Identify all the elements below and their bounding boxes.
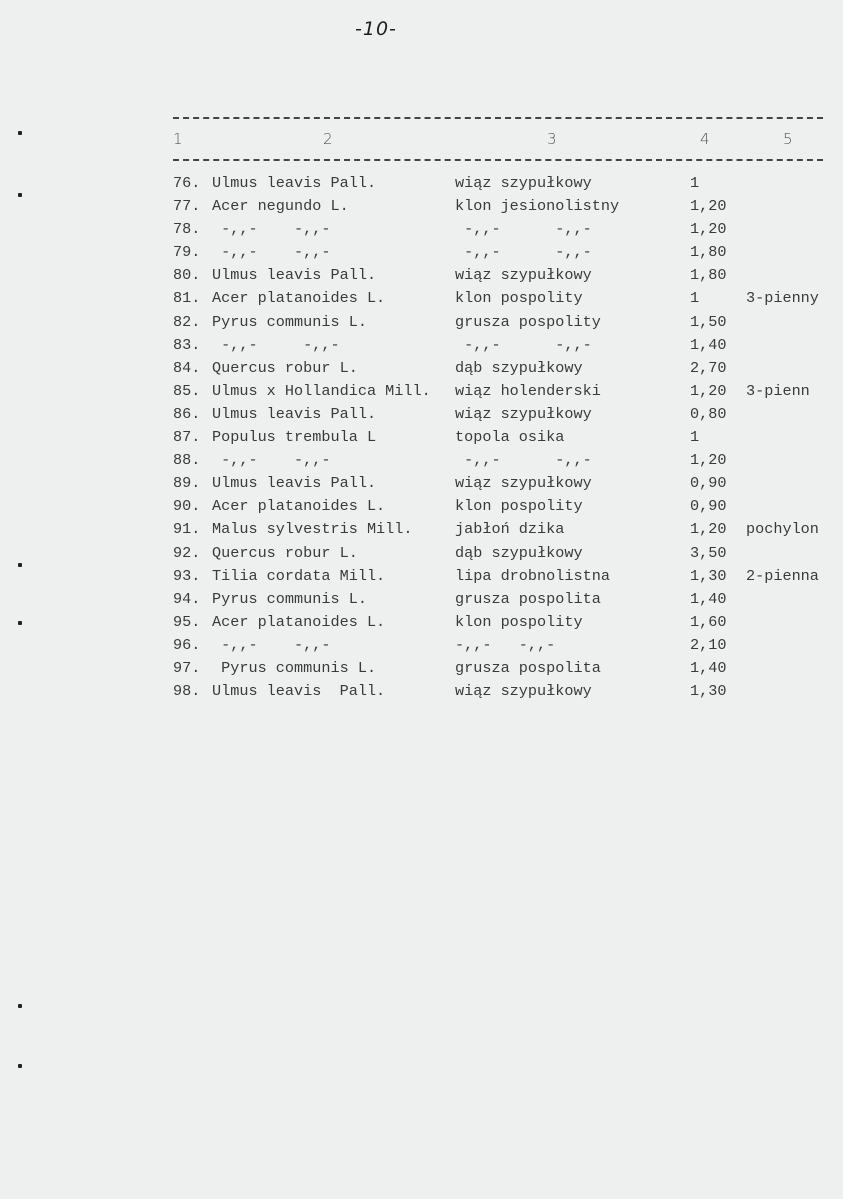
polish-name: wiąz szypułkowy (455, 174, 592, 192)
latin-name: Ulmus leavis Pall. (212, 404, 377, 423)
polish-name: lipa drobnolistna (455, 566, 610, 585)
table-row (0, 472, 843, 495)
polish-name: dąb szypułkowy (455, 543, 583, 562)
row-number: 83. (173, 335, 201, 354)
column-header-1: 1 (173, 130, 183, 148)
table-row (0, 241, 843, 264)
polish-name: -,,- -,,- (455, 220, 592, 239)
table-row (0, 195, 843, 218)
table-row (0, 565, 843, 588)
latin-name: -,,- -,,- (212, 220, 331, 239)
trunk-size: 0,90 (690, 474, 727, 493)
tree-inventory-table (0, 172, 843, 703)
table-row (0, 611, 843, 634)
trunk-size: 1,40 (690, 658, 727, 677)
table-row (0, 380, 843, 403)
table-header-row (0, 130, 843, 152)
trunk-size: 1,20 (690, 451, 727, 470)
polish-name: klon pospolity (455, 289, 583, 308)
polish-name: klon pospolity (455, 612, 583, 631)
table-row (0, 403, 843, 426)
row-number: 77. (173, 197, 201, 216)
latin-name: Ulmus leavis Pall. (212, 682, 386, 701)
polish-name: klon pospolity (455, 497, 583, 516)
polish-name: wiąz szypułkowy (455, 266, 592, 285)
row-note: pochylon (746, 520, 819, 539)
table-row (0, 218, 843, 241)
polish-name: -,,- -,,- (455, 335, 592, 354)
latin-name: Ulmus leavis Pall. (212, 266, 377, 285)
latin-name: Ulmus x Hollandica Mill. (212, 381, 431, 400)
row-note: 3-pienn (746, 381, 810, 400)
table-row (0, 680, 843, 703)
table-top-rule (173, 117, 823, 119)
latin-name: Acer negundo L. (212, 197, 349, 216)
polish-name: -,,- -,,- (455, 243, 592, 262)
row-number: 93. (173, 566, 201, 585)
row-number: 81. (173, 289, 201, 308)
trunk-size: 3,50 (690, 543, 727, 562)
trunk-size: 1,80 (690, 243, 727, 262)
row-note: 3-pienny (746, 289, 819, 308)
trunk-size: 1,60 (690, 612, 727, 631)
row-number: 78. (173, 220, 201, 239)
row-note: 2-pienna (746, 566, 819, 585)
polish-name: topola osika (455, 428, 565, 447)
row-number: 76. (173, 174, 201, 192)
trunk-size: 1 (690, 174, 700, 192)
trunk-size: 1,80 (690, 266, 727, 285)
polish-name: klon jesionolistny (455, 197, 620, 216)
latin-name: -,,- -,,- (212, 635, 331, 654)
trunk-size: 1,20 (690, 520, 727, 539)
polish-name: grusza pospolita (455, 658, 601, 677)
table-row (0, 357, 843, 380)
trunk-size: 1,20 (690, 381, 727, 400)
row-number: 90. (173, 497, 201, 516)
column-header-5: 5 (783, 130, 793, 148)
row-number: 97. (173, 658, 201, 677)
table-row (0, 264, 843, 287)
column-header-2: 2 (323, 130, 333, 148)
row-number: 80. (173, 266, 201, 285)
trunk-size: 0,90 (690, 497, 727, 516)
polish-name: wiąz szypułkowy (455, 404, 592, 423)
polish-name: dąb szypułkowy (455, 358, 583, 377)
trunk-size: 1,40 (690, 335, 727, 354)
column-header-3: 3 (547, 130, 557, 148)
row-number: 82. (173, 312, 201, 331)
trunk-size: 1,30 (690, 566, 727, 585)
table-row (0, 657, 843, 680)
table-row (0, 588, 843, 611)
punch-hole-mark (18, 1004, 22, 1008)
row-number: 88. (173, 451, 201, 470)
latin-name: Populus trembula L (212, 428, 377, 447)
latin-name: Tilia cordata Mill. (212, 566, 386, 585)
trunk-size: 1,40 (690, 589, 727, 608)
trunk-size: 1,30 (690, 682, 727, 701)
latin-name: Acer platanoides L. (212, 497, 386, 516)
polish-name: -,,- -,,- (455, 635, 556, 654)
row-number: 98. (173, 682, 201, 701)
table-row (0, 495, 843, 518)
latin-name: Pyrus communis L. (212, 658, 377, 677)
column-header-4: 4 (700, 130, 710, 148)
latin-name: Ulmus leavis Pall. (212, 474, 377, 493)
table-row (0, 449, 843, 472)
row-number: 94. (173, 589, 201, 608)
latin-name: -,,- -,,- (212, 335, 340, 354)
latin-name: Malus sylvestris Mill. (212, 520, 413, 539)
trunk-size: 1,20 (690, 197, 727, 216)
latin-name: Ulmus leavis Pall. (212, 174, 377, 192)
latin-name: -,,- -,,- (212, 243, 331, 262)
trunk-size: 0,80 (690, 404, 727, 423)
row-number: 91. (173, 520, 201, 539)
trunk-size: 1 (690, 289, 700, 308)
polish-name: -,,- -,,- (455, 451, 592, 470)
table-row (0, 172, 843, 195)
latin-name: Pyrus communis L. (212, 312, 367, 331)
row-number: 89. (173, 474, 201, 493)
polish-name: wiąz szypułkowy (455, 682, 592, 701)
row-number: 92. (173, 543, 201, 562)
table-row (0, 542, 843, 565)
trunk-size: 2,70 (690, 358, 727, 377)
polish-name: wiąz holenderski (455, 381, 601, 400)
table-row (0, 334, 843, 357)
table-header-rule (173, 159, 823, 161)
polish-name: grusza pospolity (455, 312, 601, 331)
polish-name: wiąz szypułkowy (455, 474, 592, 493)
latin-name: Pyrus communis L. (212, 589, 367, 608)
row-number: 95. (173, 612, 201, 631)
latin-name: Acer platanoides L. (212, 289, 386, 308)
row-number: 79. (173, 243, 201, 262)
latin-name: -,,- -,,- (212, 451, 331, 470)
table-row (0, 518, 843, 541)
trunk-size: 1,50 (690, 312, 727, 331)
punch-hole-mark (18, 1064, 22, 1068)
latin-name: Acer platanoides L. (212, 612, 386, 631)
trunk-size: 1,20 (690, 220, 727, 239)
page-number: -10- (355, 18, 397, 40)
row-number: 86. (173, 404, 201, 423)
trunk-size: 1 (690, 428, 700, 447)
polish-name: jabłoń dzika (455, 520, 565, 539)
row-number: 85. (173, 381, 201, 400)
row-number: 84. (173, 358, 201, 377)
row-number: 87. (173, 428, 201, 447)
table-row (0, 287, 843, 310)
table-row (0, 311, 843, 334)
trunk-size: 2,10 (690, 635, 727, 654)
polish-name: grusza pospolita (455, 589, 601, 608)
table-row (0, 634, 843, 657)
table-row (0, 426, 843, 449)
row-number: 96. (173, 635, 201, 654)
latin-name: Quercus robur L. (212, 543, 358, 562)
latin-name: Quercus robur L. (212, 358, 358, 377)
